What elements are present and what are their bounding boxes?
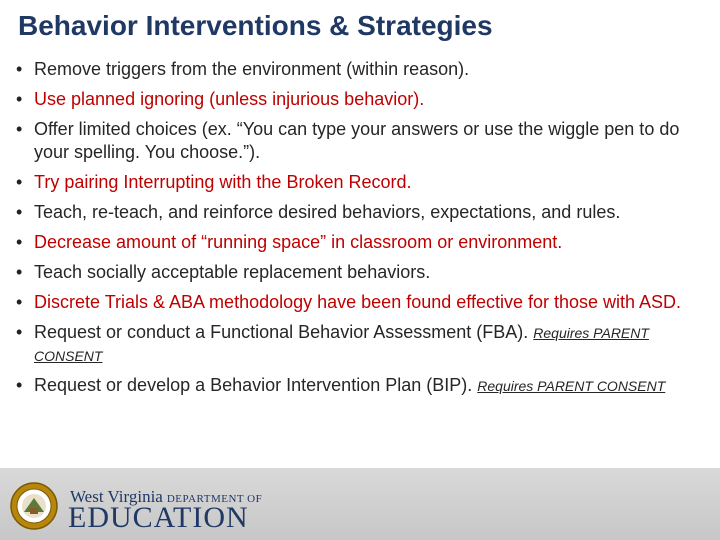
slide-title: Behavior Interventions & Strategies [18,10,493,41]
bullet-text: Decrease amount of “running space” in classroom or environment. [34,232,563,252]
bullet-dot: • [16,89,23,109]
bullet-text: Try pairing Interrupting with the Broken Record. [34,172,412,192]
bullet-dot: • [16,262,23,282]
bullet-item [16,118,706,164]
bullet-item [16,201,706,224]
bullet-dot: • [16,202,23,222]
bullet-item [16,374,706,397]
bullet-text: Offer limited choices (ex. “You can type your answers or use the wiggle pen to do your spelling. You choose.”). [34,119,680,162]
bullet-text: Discrete Trials & ABA methodology have been found effective for those with ASD. [34,292,682,312]
bullet-dot: • [16,232,23,252]
consent-note: Requires PARENT CONSENT [34,325,649,364]
org-unit: EDUCATION [68,501,249,534]
bullet-text: Request or conduct a Functional Behavior Assessment (FBA). [34,322,529,342]
bullet-item [16,321,706,367]
bullet-dot: • [16,292,23,312]
bullet-item [16,58,706,81]
bullet-dot: • [16,172,23,192]
state-seal-icon [10,482,58,530]
bullet-item [16,291,706,314]
bullet-dot: • [16,59,23,79]
bullet-list [16,58,706,404]
bullet-dot: • [16,119,23,139]
org-name: West Virginia [70,487,163,506]
bullet-text: Remove triggers from the environment (within reason). [34,59,470,79]
bullet-item [16,88,706,111]
bullet-text: Teach, re-teach, and reinforce desired behaviors, expectations, and rules. [34,202,621,222]
bullet-item [16,171,706,194]
bullet-item [16,261,706,284]
bullet-dot: • [16,375,23,395]
bullet-text: Teach socially acceptable replacement behaviors. [34,262,431,282]
bullet-dot: • [16,322,23,342]
bullet-text: Use planned ignoring (unless injurious behavior). [34,89,425,109]
consent-note: Requires PARENT CONSENT [477,378,666,394]
bullet-item [16,231,706,254]
bullet-text: Request or develop a Behavior Intervention Plan (BIP). [34,375,473,395]
org-dept: DEPARTMENT OF [166,493,263,505]
